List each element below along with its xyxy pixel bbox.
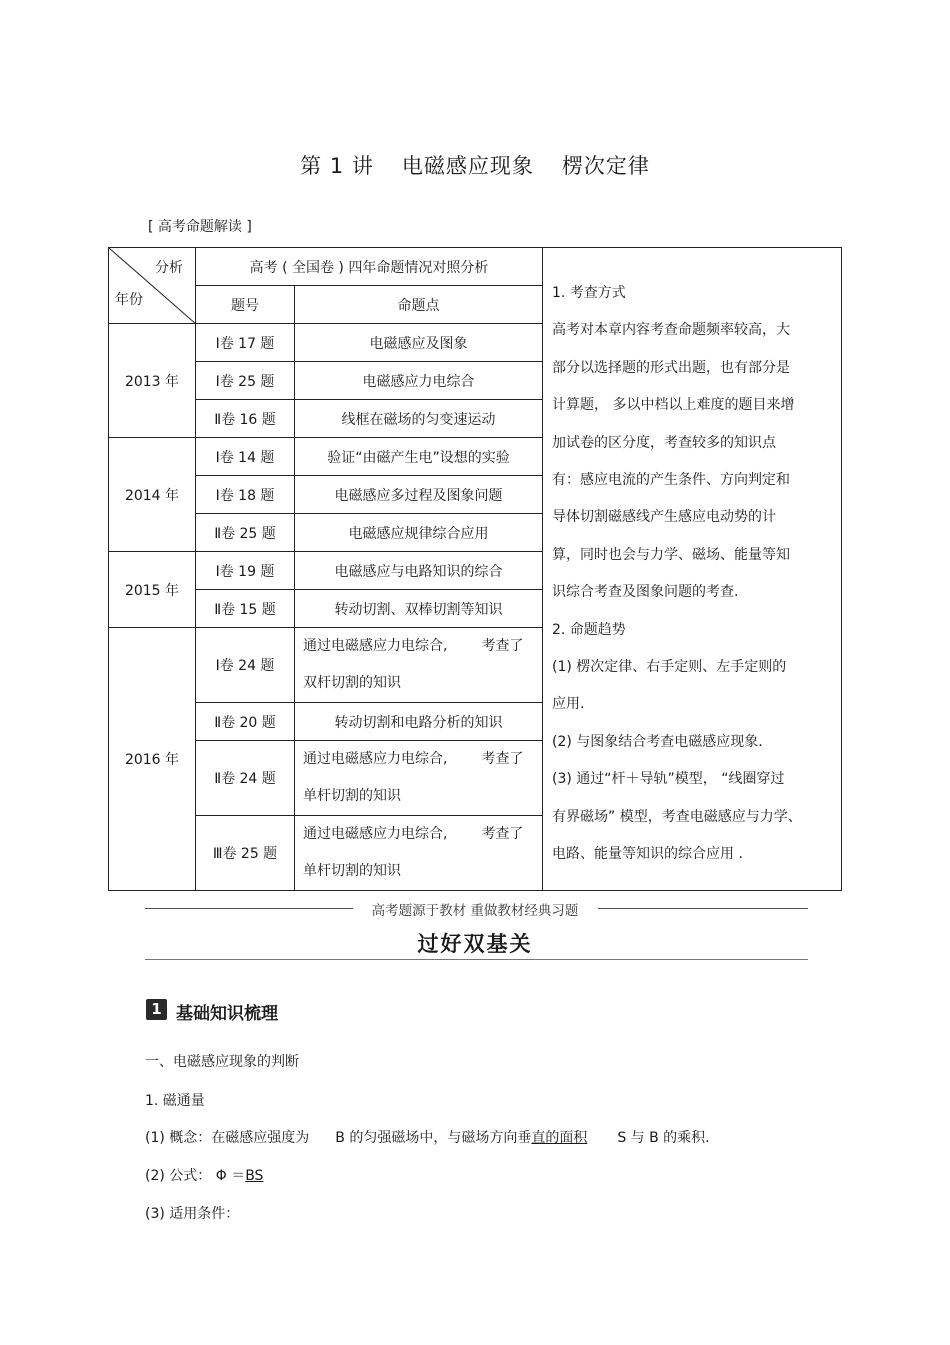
column-header-point: 命题点 <box>295 286 543 324</box>
note-line: 计算题， 多以中档以上难度的题目来增 <box>552 397 795 414</box>
page-title <box>0 150 950 180</box>
question-point: 转动切割、双棒切割等知识 <box>295 590 543 628</box>
concept-text: S 与 B 的乘积. <box>617 1130 710 1146</box>
note-line: 有界磁场” 模型，考查电磁感应与力学、 <box>552 808 802 825</box>
heading-underline <box>145 959 808 960</box>
subsection-title: 基础知识梳理 <box>176 1004 278 1024</box>
section-number-badge: 1 <box>146 999 167 1020</box>
note-line: 应用. <box>552 696 585 713</box>
note-line: 加试卷的区分度，考查较多的知识点 <box>552 434 776 451</box>
point-text: 双杆切割的知识 <box>303 675 401 691</box>
question-number: Ⅰ卷 24 题 <box>196 628 295 703</box>
note-line: (1) 楞次定律、右手定则、左手定则的 <box>552 659 787 676</box>
underlined-term: 直的面积 <box>531 1130 588 1146</box>
divider-caption: 高考题源于教材 重做教材经典习题 <box>371 903 579 919</box>
point-text: 单杆切割的知识 <box>303 788 401 804</box>
question-number: Ⅲ卷 25 题 <box>196 816 295 891</box>
question-number: Ⅱ卷 16 题 <box>196 400 295 438</box>
question-number: Ⅰ卷 25 题 <box>196 362 295 400</box>
question-point: 电磁感应多过程及图象问题 <box>295 476 543 514</box>
analysis-table <box>108 247 842 891</box>
year-cell: 2016 年 <box>109 628 196 891</box>
corner-cell <box>109 248 196 324</box>
question-point: 电磁感应与电路知识的综合 <box>295 552 543 590</box>
note-line: 识综合考查及图象问题的考查. <box>552 584 739 601</box>
note-line: 电路、能量等知识的综合应用 . <box>552 846 743 863</box>
lecture-topic: 电磁感应现象 <box>401 154 534 178</box>
question-number: Ⅰ卷 14 题 <box>196 438 295 476</box>
question-point <box>295 741 543 816</box>
note-line: (2) 与图象结合考查电磁感应现象. <box>552 733 763 750</box>
year-cell: 2014 年 <box>109 438 196 552</box>
lecture-law: 楞次定律 <box>561 154 650 178</box>
question-point: 转动切割和电路分析的知识 <box>295 703 543 741</box>
table-header-main: 高考 ( 全国卷 ) 四年命题情况对照分析 <box>196 248 543 286</box>
formula-line <box>145 1165 263 1185</box>
note-line: (3) 通过“杆＋导轨”模型， “线圈穿过 <box>552 771 785 788</box>
content-item: 1. 磁通量 <box>145 1093 205 1109</box>
point-text: 考查了 <box>481 751 524 767</box>
corner-label-year: 年份 <box>115 292 143 308</box>
question-point: 电磁感应规律综合应用 <box>295 514 543 552</box>
point-text: 单杆切割的知识 <box>303 863 401 879</box>
point-text: 通过电磁感应力电综合, <box>303 638 448 654</box>
note-line: 高考对本章内容考查命题频率较高，大 <box>552 322 790 339</box>
question-number: Ⅱ卷 15 题 <box>196 590 295 628</box>
question-number: Ⅰ卷 19 题 <box>196 552 295 590</box>
question-number: Ⅰ卷 18 题 <box>196 476 295 514</box>
note-line: 有：感应电流的产生条件、方向判定和 <box>552 472 790 489</box>
note-line: 2. 命题趋势 <box>552 621 626 638</box>
concept-text: (1) 概念：在磁感应强度为 <box>145 1130 310 1146</box>
point-text: 通过电磁感应力电综合, <box>303 751 448 767</box>
question-point <box>295 816 543 891</box>
question-point: 电磁感应力电综合 <box>295 362 543 400</box>
question-point: 验证“由磁产生电”设想的实验 <box>295 438 543 476</box>
formula-value: BS <box>245 1168 264 1184</box>
note-line: 1. 考查方式 <box>552 285 626 301</box>
concept-text: B 的匀强磁场中，与磁场方向垂 <box>335 1130 532 1146</box>
question-number: Ⅱ卷 24 题 <box>196 741 295 816</box>
column-header-number: 题号 <box>196 286 295 324</box>
question-number: Ⅱ卷 20 题 <box>196 703 295 741</box>
question-point: 线框在磁场的匀变速运动 <box>295 400 543 438</box>
question-number: Ⅱ卷 25 题 <box>196 514 295 552</box>
section-heading: 过好双基关 <box>417 932 533 956</box>
year-cell: 2015 年 <box>109 552 196 628</box>
concept-line <box>145 1127 710 1147</box>
formula-text: (2) 公式： Φ ＝ <box>145 1168 246 1184</box>
question-point <box>295 628 543 703</box>
note-line: 部分以选择题的形式出题，也有部分是 <box>552 359 790 376</box>
content-heading: 一、电磁感应现象的判断 <box>145 1054 299 1070</box>
point-text: 考查了 <box>481 826 524 842</box>
point-text: 考查了 <box>481 638 524 654</box>
year-cell: 2013 年 <box>109 324 196 438</box>
conditions-line: (3) 适用条件： <box>145 1206 240 1222</box>
corner-label-analysis: 分析 <box>155 260 183 276</box>
question-number: Ⅰ卷 17 题 <box>196 324 295 362</box>
question-point: 电磁感应及图象 <box>295 324 543 362</box>
section-label: [ 高考命题解读 ] <box>148 219 252 235</box>
lecture-number: 第 1 讲 <box>300 154 374 178</box>
note-line: 算，同时也会与力学、磁场、能量等知 <box>552 546 790 563</box>
note-line: 导体切割磁感线产生感应电动势的计 <box>552 509 776 526</box>
point-text: 通过电磁感应力电综合, <box>303 826 448 842</box>
analysis-notes <box>543 248 842 891</box>
